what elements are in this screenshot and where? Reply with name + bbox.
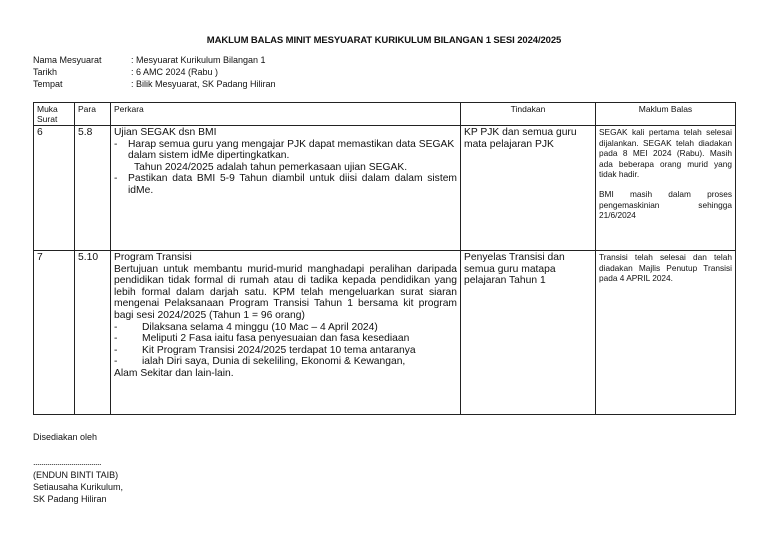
meeting-name-value: : Mesyuarat Kurikulum Bilangan 1 (131, 55, 266, 65)
row1-perkara (111, 126, 461, 251)
table-row (34, 126, 736, 251)
venue-label: Tempat (33, 79, 63, 89)
row1-perkara-title: Ujian SEGAK dsn BMI (114, 127, 217, 138)
row2-bullet-4: - ialah Diri saya, Dunia di sekeliling, Ekonomi & Kewangan, (114, 356, 406, 368)
row2-maklum-balas (596, 251, 736, 415)
row1-bullet-1: - Harap semua guru yang mengajar PJK dapat memastikan data SEGAK (114, 138, 455, 150)
signatory-school: SK Padang Hiliran (33, 494, 107, 504)
row1-maklum-balas-1: SEGAK kali pertama telah selesai dijalankan. SEGAK telah diadakan pada 8 MEI 2024 (Rabu). Masih ada beberapa orang murid yang tidak hadir. (599, 127, 732, 180)
header-maklum-balas: Maklum Balas (596, 103, 736, 126)
row1-maklum-balas (596, 126, 736, 251)
date-value: : 6 AMC 2024 (Rabu ) (131, 67, 219, 77)
minutes-table (33, 102, 736, 415)
row2-muka-surat: 7 (34, 251, 75, 415)
date-row (33, 66, 276, 78)
row1-bullet-2: - Pastikan data BMI 5-9 Tahun diambil untuk diisi dalam dalam sistem idMe. (114, 173, 457, 196)
row2-bullet-3: - Kit Program Transisi 2024/2025 terdapat 10 tema antaranya (114, 344, 416, 356)
prepared-by-label: Disediakan oleh (33, 432, 98, 442)
venue-value: : Bilik Mesyuarat, SK Padang Hiliran (131, 79, 276, 89)
signature-line: .................................. (33, 457, 102, 467)
row2-perkara-body: Bertujuan untuk membantu murid-murid manghadapi peralihan daripada pendidikan tidak formal di rumah atau di tadika kepada pendidikan yang lebih formal dalam darjah satu. KPM telah mengeluarkan surat siaran mengenai Pelaksanaan Program Transisi Tahun 1 bersama kit program bagi sesi 2024/2025 (Tahun 1 = 96 orang) (114, 263, 457, 321)
row2-bullet-1: - Dilaksana selama 4 minggu (10 Mac – 4 April 2024) (114, 321, 378, 333)
header-para: Para (75, 103, 111, 126)
row2-perkara-title: Program Transisi (114, 252, 192, 263)
row2-perkara-tail: Alam Sekitar dan lain-lain. (114, 367, 234, 379)
table-header-row (34, 103, 736, 126)
header-perkara: Perkara (111, 103, 461, 126)
row1-maklum-balas-2: BMI masih dalam proses pengemaskinian sehingga 21/6/2024 (599, 188, 732, 221)
row2-bullet-2: - Meliputi 2 Fasa iaitu fasa penyesuaian dan fasa kesediaan (114, 333, 410, 345)
row2-perkara (111, 251, 461, 415)
meeting-info (33, 54, 276, 90)
row2-maklum-balas-1: Transisi telah selesai dan telah diadakan Majlis Penutup Transisi pada 4 APRIL 2024. (599, 252, 732, 284)
venue-row (33, 78, 276, 90)
meeting-name-label: Nama Mesyuarat (33, 55, 102, 65)
header-muka-surat: Muka Surat (34, 103, 75, 126)
header-tindakan: Tindakan (461, 103, 596, 126)
signatory-name: (ENDUN BINTI TAIB) (33, 470, 119, 480)
row2-tindakan: Penyelas Transisi dan semua guru matapa pelajaran Tahun 1 (461, 251, 596, 415)
table-row (34, 251, 736, 415)
document-title: MAKLUM BALAS MINIT MESYUARAT KURIKULUM BILANGAN 1 SESI 2024/2025 (206, 35, 562, 46)
signatory-position: Setiausaha Kurikulum, (33, 482, 124, 492)
row1-line-2: dalam sistem idMe dipertingkatkan. (128, 150, 290, 162)
meeting-name-row (33, 54, 276, 66)
row2-para: 5.10 (75, 251, 111, 415)
date-label: Tarikh (33, 67, 58, 77)
row1-para: 5.8 (75, 126, 111, 251)
row1-muka-surat: 6 (34, 126, 75, 251)
row1-tindakan: KP PJK dan semua guru mata pelajaran PJK (461, 126, 596, 251)
row1-line-3: Tahun 2024/2025 adalah tahun pemerkasaan ujian SEGAK. (134, 161, 408, 173)
